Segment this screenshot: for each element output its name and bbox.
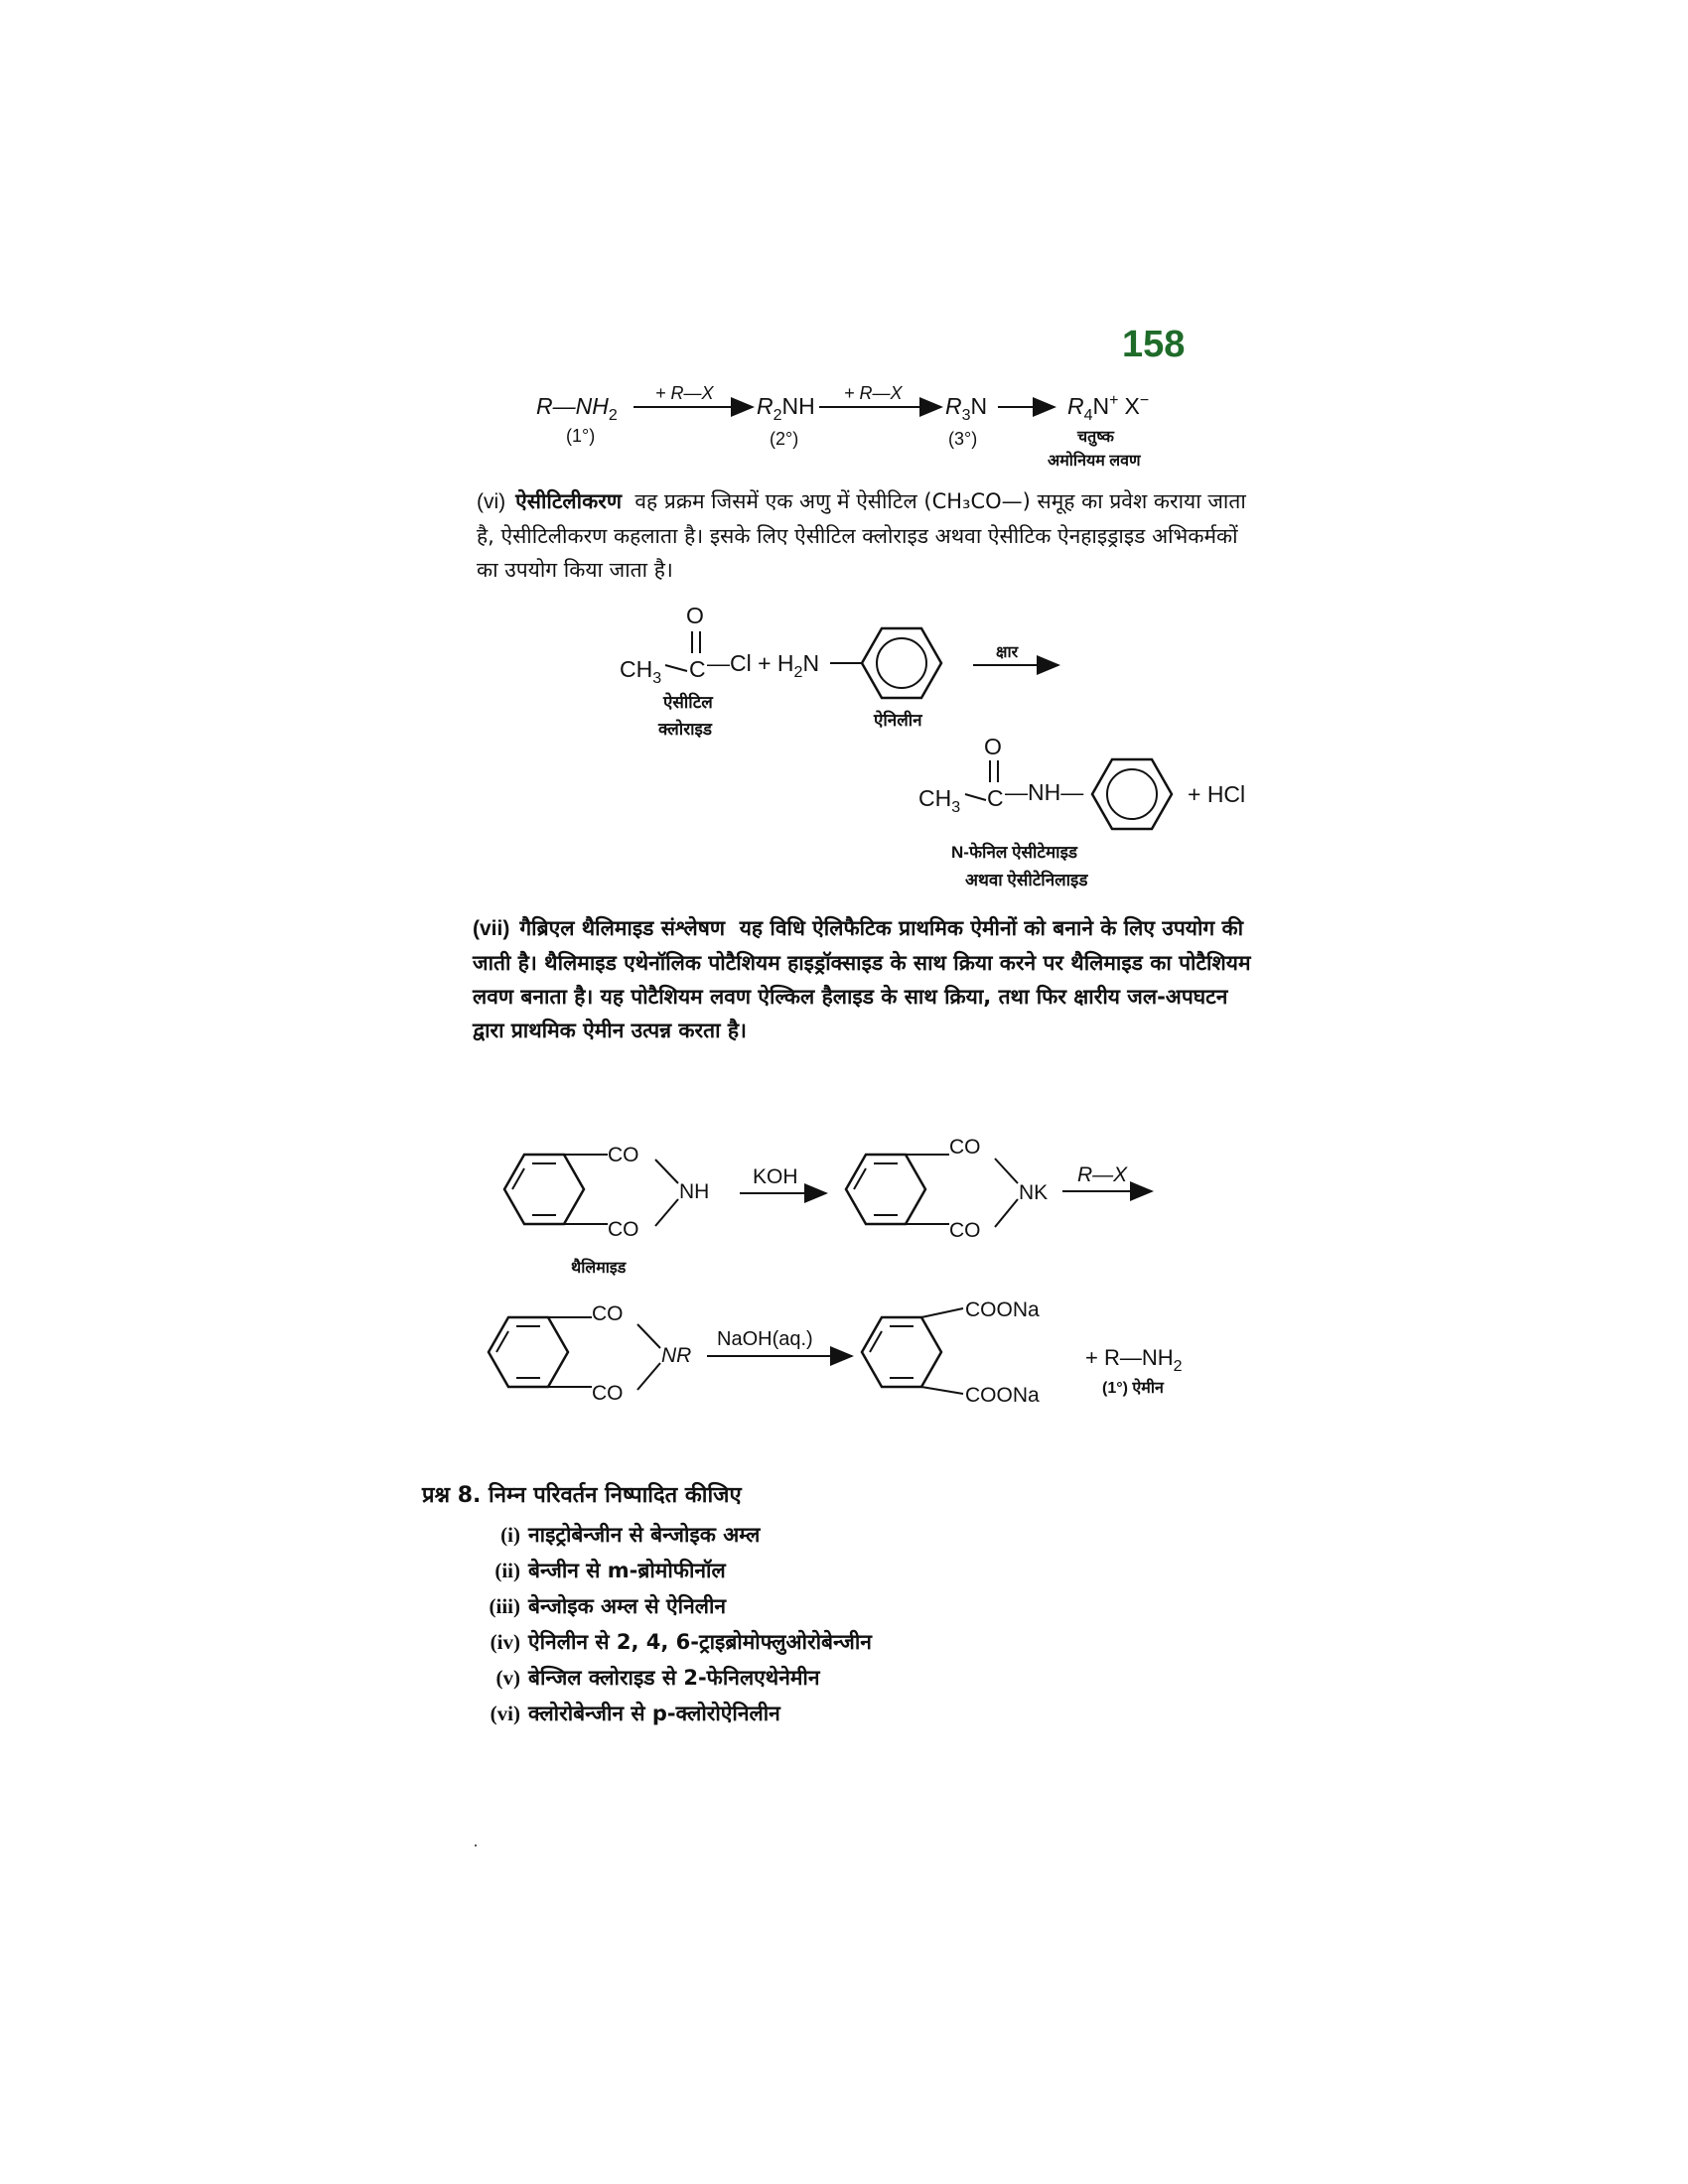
potassium-phthalimide-structure: [846, 1136, 1048, 1242]
phthalimide-structure: [504, 1144, 709, 1241]
section-vi: [477, 484, 1261, 587]
carbonyl-group: CO: [592, 1382, 624, 1405]
degree-label: (3°): [948, 429, 978, 449]
carbonyl-carbon: C: [689, 656, 706, 682]
section-text: वह प्रक्रम जिसमें एक अणु में ऐसीटिल (CH₃CO—) समूह का प्रवेश कराया जाता है, ऐसीटिलीकरण कहलाता है। इसके लिए ऐसीटिल क्लोराइड अथवा ऐसीटिक ऐनहाइड्राइड अभिकर्मकों का उपयोग किया जाता है।: [477, 489, 1246, 582]
benzene-ring: [1092, 759, 1172, 829]
page-number: 158: [1122, 324, 1186, 365]
reagent-label: NaOH(aq.): [717, 1328, 813, 1350]
byproduct-hcl: + HCl: [1188, 781, 1246, 807]
question-list: [477, 1517, 872, 1731]
imide-nh: NH: [679, 1180, 710, 1203]
list-item: (v) बेन्जिल क्लोराइड से 2-फेनिलएथेनेमीन: [495, 1666, 820, 1690]
section-marker: (vii): [473, 917, 510, 940]
carbonyl-group: CO: [949, 1136, 981, 1159]
section-heading: गैब्रिएल थैलिमाइड संश्लेषण: [519, 916, 726, 940]
compound-label: ऐनिलीन: [874, 711, 922, 730]
alkylation-scheme: [536, 383, 1149, 470]
carbonyl-oxygen: O: [984, 734, 1002, 759]
carbonyl-group: CO: [949, 1219, 981, 1242]
list-item: (ii) बेन्जीन से m-ब्रोमोफीनॉल: [494, 1559, 726, 1582]
primary-amine: $R—NH_2$: [536, 393, 618, 424]
compound-label: ऐसीटिल: [663, 693, 713, 712]
compound-label: क्लोराइड: [658, 720, 712, 739]
section-heading: ऐसीटिलीकरण: [515, 489, 623, 513]
compound-label: (1°) ऐमीन: [1102, 1380, 1164, 1397]
section-text: यह विधि ऐलिफैटिक प्राथमिक ऐमीनों को बनाने के लिए उपयोग की जाती है। थैलिमाइड एथेनॉलिक पोटैशियम हाइड्रॉक्साइड के साथ क्रिया करने पर थैलिमाइड का पोटैशियम लवण बनाता है। यह पोटैशियम लवण ऐल्किल हैलाइड के साथ क्रिया, तथा फिर क्षारीय जल-अपघटन द्वारा प्राथमिक ऐमीन उत्पन्न करता है।: [473, 916, 1251, 1042]
reagent-label: R—X: [1077, 1163, 1128, 1186]
quaternary-salt: $R_4N^+$ X−: [1067, 392, 1150, 424]
reagent-label: + R—X: [655, 383, 714, 403]
list-item: (vi) क्लोरोबेन्जीन से p-क्लोरोऐनिलीन: [490, 1702, 780, 1725]
acetylation-reaction: [620, 603, 1245, 889]
secondary-amine: $R_2NH$: [757, 393, 815, 424]
reagent-label: KOH: [753, 1165, 798, 1188]
list-item: (i) नाइट्रोबेन्जीन से बेन्जोइक अम्ल: [500, 1523, 761, 1547]
section-marker: (vi): [477, 490, 506, 513]
carbonyl-group: CO: [608, 1144, 639, 1166]
bond: [665, 665, 687, 671]
sodium-phthalate-structure: [862, 1298, 1040, 1407]
primary-amine-product: + $R—NH_2$: [1085, 1345, 1183, 1375]
bond: [965, 794, 986, 800]
carboxylate-group: COONa: [965, 1384, 1040, 1407]
carbonyl-group: CO: [592, 1302, 624, 1325]
stray-mark: [475, 1844, 477, 1846]
carbonyl-carbon: C: [987, 785, 1004, 811]
compound-label: थैलिमाइड: [571, 1260, 627, 1277]
n-alkyl-phthalimide-structure: [489, 1302, 691, 1405]
tertiary-amine: $R_3N$: [945, 393, 988, 424]
compound-label: N-फेनिल ऐसीटेमाइड: [951, 843, 1078, 862]
degree-label: (2°): [770, 429, 799, 449]
degree-label: (1°): [566, 426, 596, 446]
salt-label: अमोनियम लवण: [1048, 453, 1141, 470]
benzene-ring: [862, 628, 941, 698]
carbonyl-group: CO: [608, 1218, 639, 1241]
salt-label: चतुष्क: [1077, 429, 1114, 446]
imide-nk: NK: [1019, 1181, 1049, 1204]
chloride-and-amine: —Cl + $H_2N$: [707, 650, 820, 681]
question-title: प्रश्न 8. निम्न परिवर्तन निष्पादित कीजिए: [422, 1483, 742, 1508]
carbonyl-oxygen: O: [686, 603, 704, 628]
carboxylate-group: COONa: [965, 1298, 1040, 1321]
imide-nr: NR: [661, 1344, 692, 1367]
list-item: (iii) बेन्जोइक अम्ल से ऐनिलीन: [489, 1594, 727, 1618]
section-vii: [473, 911, 1261, 1047]
reagent-label: + R—X: [844, 383, 903, 403]
methyl-group: $CH_3$: [620, 656, 662, 687]
list-item: (iv) ऐनिलीन से 2, 4, 6-ट्राइब्रोमोफ्लुओरोबेन्जीन: [490, 1630, 872, 1654]
gabriel-synthesis: [489, 1136, 1183, 1407]
amide-nh: —NH—: [1005, 779, 1084, 805]
condition-label: क्षार: [996, 644, 1019, 661]
compound-label: अथवा ऐसीटेनिलाइड: [965, 871, 1088, 889]
methyl-group: $CH_3$: [918, 785, 961, 816]
